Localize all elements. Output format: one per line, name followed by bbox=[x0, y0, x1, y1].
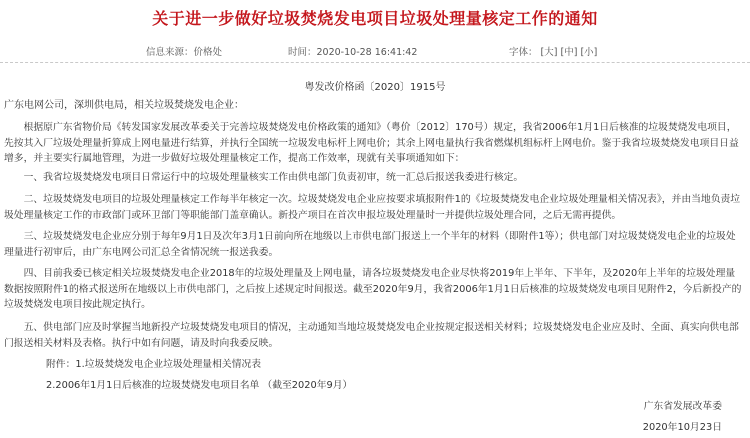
font-size-small-link[interactable]: [小] bbox=[580, 47, 598, 58]
article-meta bbox=[0, 44, 750, 60]
font-size-large-link[interactable]: [大] bbox=[540, 47, 558, 58]
font-size-medium-link[interactable]: [中] bbox=[560, 47, 578, 58]
paragraph-5: 五、供电部门应及时掌握当地新投产垃圾焚烧发电项目的情况，主动通知当地垃圾焚烧发电企业按规定报送相关材料；垃圾焚烧发电企业应及时、全面、真实向供电部门报送相关材料及表格。执行中如有问题，请及时向我委反映。 bbox=[4, 322, 739, 349]
font-size-switcher bbox=[509, 44, 597, 58]
paragraph-2: 二、垃圾焚烧发电项目的垃圾处理量核定工作每半年核定一次。垃圾焚烧发电企业应按要求填报附件1的《垃圾焚烧发电企业垃圾处理量相关情况表》，并由当地负责垃圾处理量核定工作的市政部门或环卫部门等职能部门盖章确认。新投产项目在首次申报垃圾处理量时一并提供垃圾处理合同，之后无需再提供。 bbox=[4, 194, 741, 221]
document-number: 粤发改价格函〔2020〕1915号 bbox=[304, 82, 446, 93]
signature-date: 2020年10月23日 bbox=[642, 422, 722, 433]
paragraph-4: 四、目前我委已核定相关垃圾焚烧发电企业2018年的垃圾处理量及上网电量，请各垃圾焚烧发电企业尽快将2019年上半年、下半年，及2020年上半年的垃圾处理量数据按照附件1的格式报送所在地级以上市供电部门，之后按上述规定时间报送。截至2020年9月，我省2006年1月1日后核准的垃圾焚烧发电项目见附件2，今后新投产的垃圾焚烧发电项目按此规定执行。 bbox=[4, 268, 742, 310]
paragraph-intro: 根据原广东省物价局《转发国家发展改革委关于完善垃圾焚烧发电价格政策的通知》（粤价〔2012〕170号）规定，我省2006年1月1日后核准的垃圾焚烧发电项目，先按其入厂垃圾处理量折算成上网电量进行结算，并执行全国统一垃圾发电标杆上网电价；其余上网电量执行我省燃煤机组标杆上网电价。鉴于我省垃圾焚烧发电项目日益增多，并主要实行属地管理，为进一步做好垃圾处理量核定工作，提高工作效率，现就有关事项通知如下： bbox=[4, 122, 739, 164]
signature-org: 广东省发展改革委 bbox=[643, 401, 722, 412]
paragraph-3: 三、垃圾焚烧发电企业应分别于每年9月1日及次年3月1日前向所在地级以上市供电部门报送上一个半年的材料（即附件1等）；供电部门对垃圾焚烧发电企业的垃圾处理量进行初审后，由广东电网公司汇总全省情况统一报送我委。 bbox=[4, 231, 736, 258]
publish-time: 时间：2020-10-28 16:41:42 bbox=[288, 47, 418, 58]
font-size-label: 字体： bbox=[509, 47, 538, 58]
page-title: 关于进一步做好垃圾焚烧发电项目垃圾处理量核定工作的通知 bbox=[152, 9, 598, 28]
info-source: 信息来源：价格处 bbox=[146, 47, 223, 58]
attachment-1: 附件：1.垃圾焚烧发电企业垃圾处理量相关情况表 bbox=[46, 359, 262, 370]
divider bbox=[0, 62, 750, 63]
attachment-2: 2.2006年1月1日后核准的垃圾焚烧发电项目名单 （截至2020年9月） bbox=[46, 380, 353, 391]
addressee: 广东电网公司，深圳供电局，相关垃圾焚烧发电企业： bbox=[4, 100, 244, 111]
paragraph-1: 一、我省垃圾焚烧发电项目日常运行中的垃圾处理量核实工作由供电部门负责初审，统一汇总后报送我委进行核定。 bbox=[23, 172, 524, 183]
